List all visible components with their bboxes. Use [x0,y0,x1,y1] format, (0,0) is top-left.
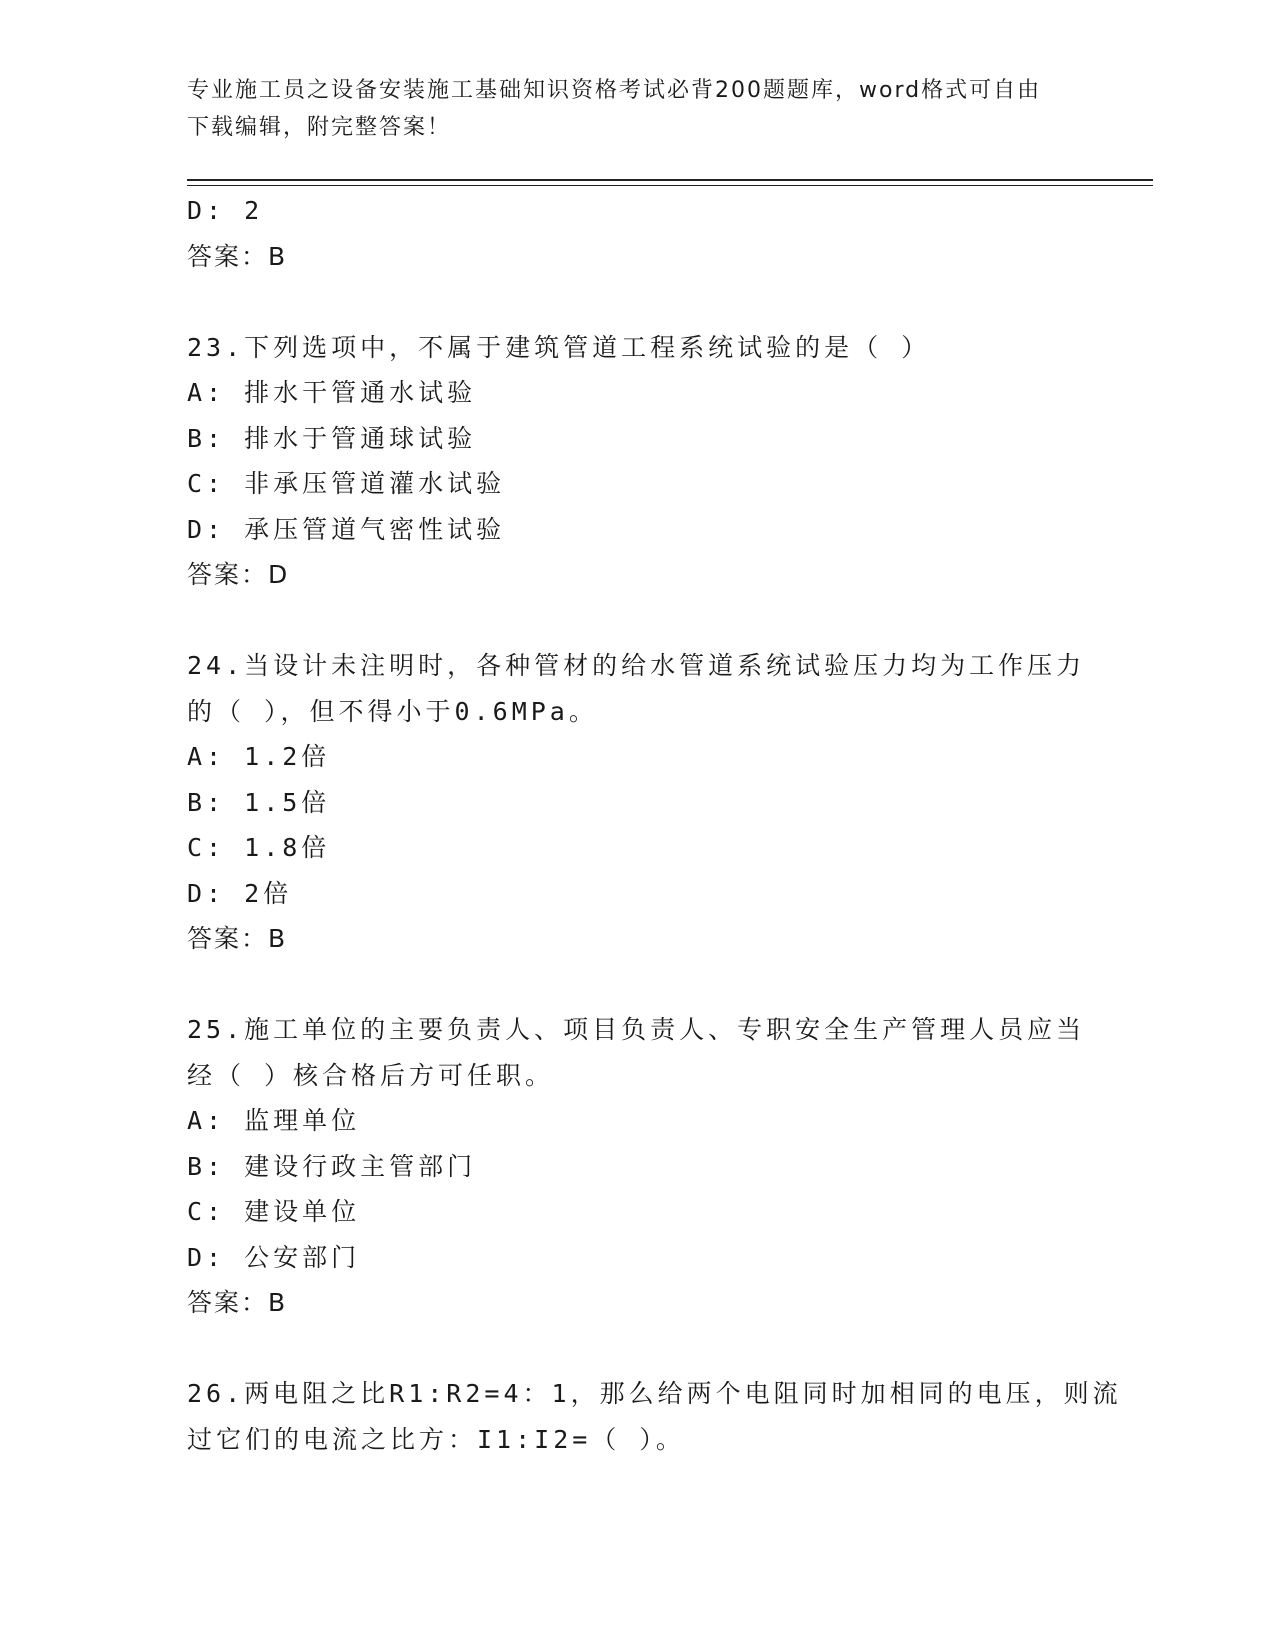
question-25 [187,1007,1087,1326]
spacer [187,1326,1087,1372]
question-stem: 26.两电阻之比R1:R2=4：1，那么给两个电阻同时加相同的电压，则流 [187,1379,1122,1408]
option-b: B: 建设行政主管部门 [187,1151,477,1181]
option-b: B: 1.5倍 [187,787,331,817]
option-c: C: 非承压管道灌水试验 [187,469,506,498]
header-divider-thick [187,179,1153,181]
answer-line: 答案：D [187,560,290,589]
option-a: A: 1.2倍 [187,742,331,771]
option-d: D: 公安部门 [187,1242,361,1272]
question-stem-continued: 的（ ），但不得小于0.6MPa。 [187,696,598,726]
header-divider-thin [187,185,1153,186]
document-header [187,72,1087,146]
spacer [187,279,1087,325]
option-d: D: 2倍 [187,878,293,908]
question-stem: 25.施工单位的主要负责人、项目负责人、专职安全生产管理人员应当 [187,1015,1086,1044]
spacer [187,598,1087,644]
answer-line: 答案：B [187,1288,288,1317]
option-a: A: 排水干管通水试验 [187,378,477,407]
question-stem: 24.当设计未注明时，各种管材的给水管道系统试验压力均为工作压力 [187,651,1086,680]
header-line-1: 专业施工员之设备安装施工基础知识资格考试必背200题题库，word格式可自由 [187,78,1042,103]
question-stem-continued: 经（ ）核合格后方可任职。 [187,1060,555,1090]
option-c: C: 1.8倍 [187,833,331,862]
option-c: C: 建设单位 [187,1197,361,1226]
question-23 [187,325,1087,598]
question-stem-continued: 过它们的电流之比方：I1:I2=（ ）。 [187,1424,685,1454]
question-stem: 23.下列选项中，不属于建筑管道工程系统试验的是（ ） [187,332,931,362]
answer-line: 答案：B [187,924,288,953]
spacer [187,962,1087,1008]
option-d: D: 2 [187,196,264,225]
option-a: A: 监理单位 [187,1106,361,1135]
question-24 [187,643,1087,962]
question-26 [187,1371,1122,1462]
header-line-2: 下载编辑，附完整答案！ [187,115,452,140]
option-d: D: 承压管道气密性试验 [187,514,506,544]
answer-line: 答案：B [187,241,288,271]
option-b: B: 排水于管通球试验 [187,423,477,453]
document-body [187,188,1122,1462]
